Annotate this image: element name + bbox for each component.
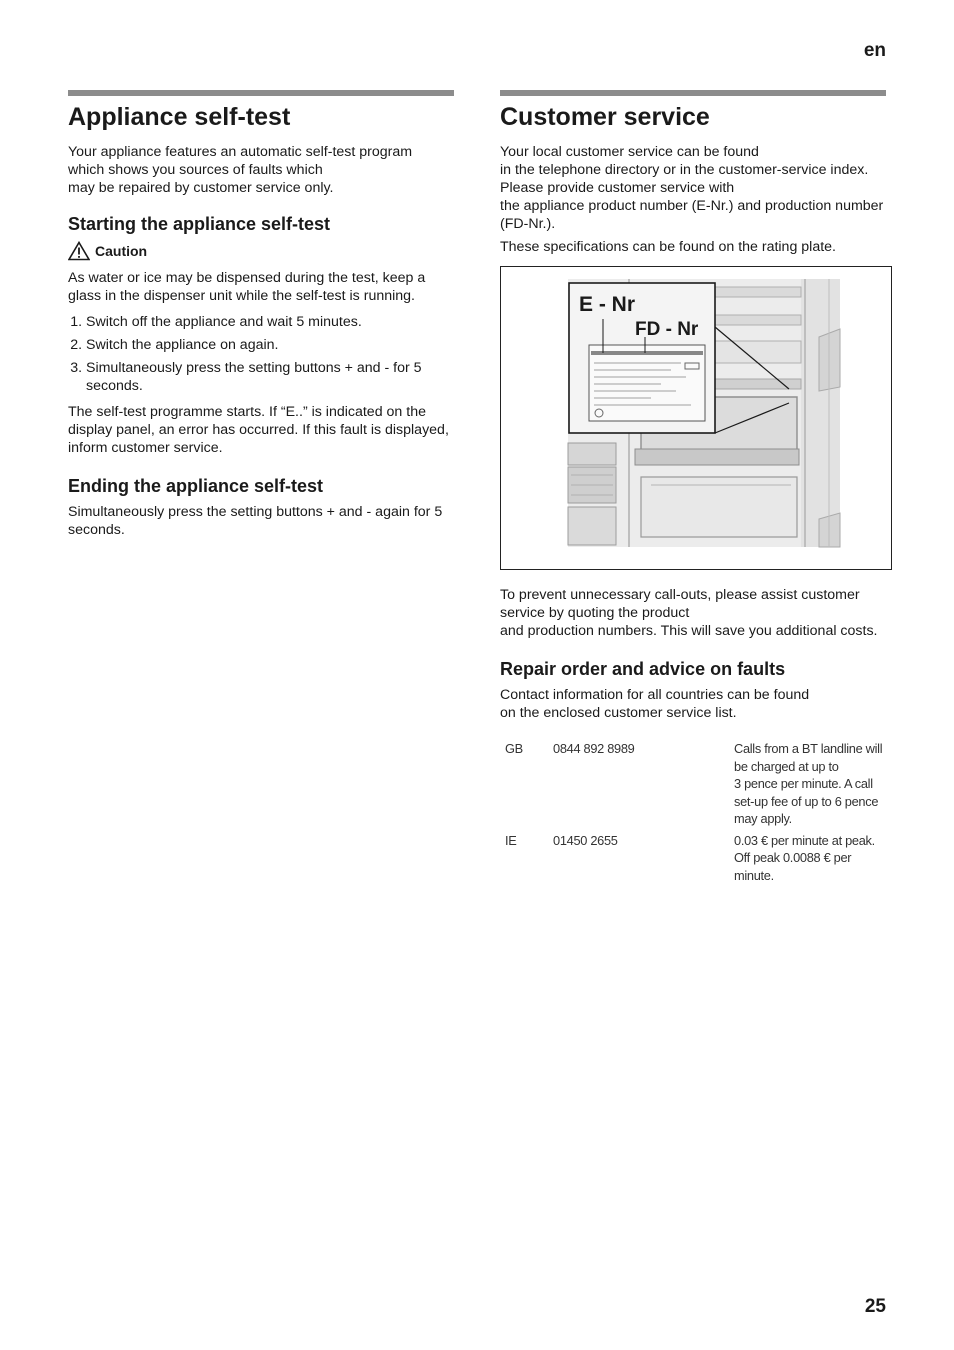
section-rule	[500, 90, 886, 96]
self-test-result: The self-test programme starts. If “E..” is indicated on the display panel, an error has occurred. If this fault is displayed, inform customer service.	[68, 404, 449, 456]
country-code: GB	[505, 741, 523, 756]
start-self-test-heading: Starting the appliance self-test	[68, 214, 331, 234]
rating-plate-figure	[500, 266, 892, 570]
table-row	[500, 740, 886, 828]
caution-notice	[68, 241, 454, 261]
self-test-intro: Your appliance features an automatic self-test program which shows you sources of faults which may be repaired by customer service only.	[68, 144, 413, 196]
repair-order-heading: Repair order and advice on faults	[500, 659, 786, 679]
enr-label: E - Nr	[579, 293, 636, 316]
table-row	[500, 828, 886, 885]
self-test-section	[68, 90, 454, 544]
self-test-steps	[68, 313, 454, 395]
phone-number: 0844 892 8989	[553, 741, 635, 756]
step-item: 3. Simultaneously press the setting buttons + and - for 5 seconds.	[86, 359, 454, 395]
rating-plate-note: These specifications can be found on the rating plate.	[500, 239, 836, 255]
call-charge-note: Calls from a BT landline will be charged at up to 3 pence per minute. A call set-up fee of up to 6 pence may apply.	[734, 741, 883, 826]
caution-text: As water or ice may be dispensed during the test, keep a glass in the dispenser unit while the self-test is running.	[68, 270, 426, 304]
page-number: 25	[864, 1296, 886, 1317]
section-rule	[68, 90, 454, 96]
prevent-callouts-text: To prevent unnecessary call-outs, please assist customer service by quoting the product and production numbers. This will save you additional costs.	[500, 587, 878, 639]
service-contacts-table	[500, 740, 886, 884]
customer-service-title: Customer service	[500, 103, 710, 131]
fridge-interior-illustration	[501, 267, 891, 569]
phone-number: 01450 2655	[553, 832, 618, 848]
caution-label: Caution	[95, 243, 148, 259]
repair-order-text: Contact information for all countries can be found on the enclosed customer service list.	[500, 687, 810, 721]
fdnr-label: FD - Nr	[635, 319, 699, 340]
call-charge-note: 0.03 € per minute at peak. Off peak 0.0088 € per minute.	[734, 832, 875, 883]
end-self-test-heading: Ending the appliance self-test	[68, 476, 324, 496]
language-code: en	[863, 40, 886, 61]
self-test-title: Appliance self-test	[68, 103, 291, 131]
step-item: 1. Switch off the appliance and wait 5 minutes.	[86, 313, 454, 331]
end-self-test-text: Simultaneously press the setting buttons + and - again for 5 seconds.	[68, 504, 443, 538]
warning-triangle-icon	[68, 241, 90, 261]
country-code: IE	[505, 832, 517, 848]
step-item: 2. Switch the appliance on again.	[86, 336, 454, 354]
customer-service-intro: Your local customer service can be found in the telephone directory or in the customer-service index. Please provide customer service with the appliance product number (E-Nr.) and production number (FD-Nr.).	[500, 144, 884, 232]
customer-service-section	[500, 90, 886, 884]
